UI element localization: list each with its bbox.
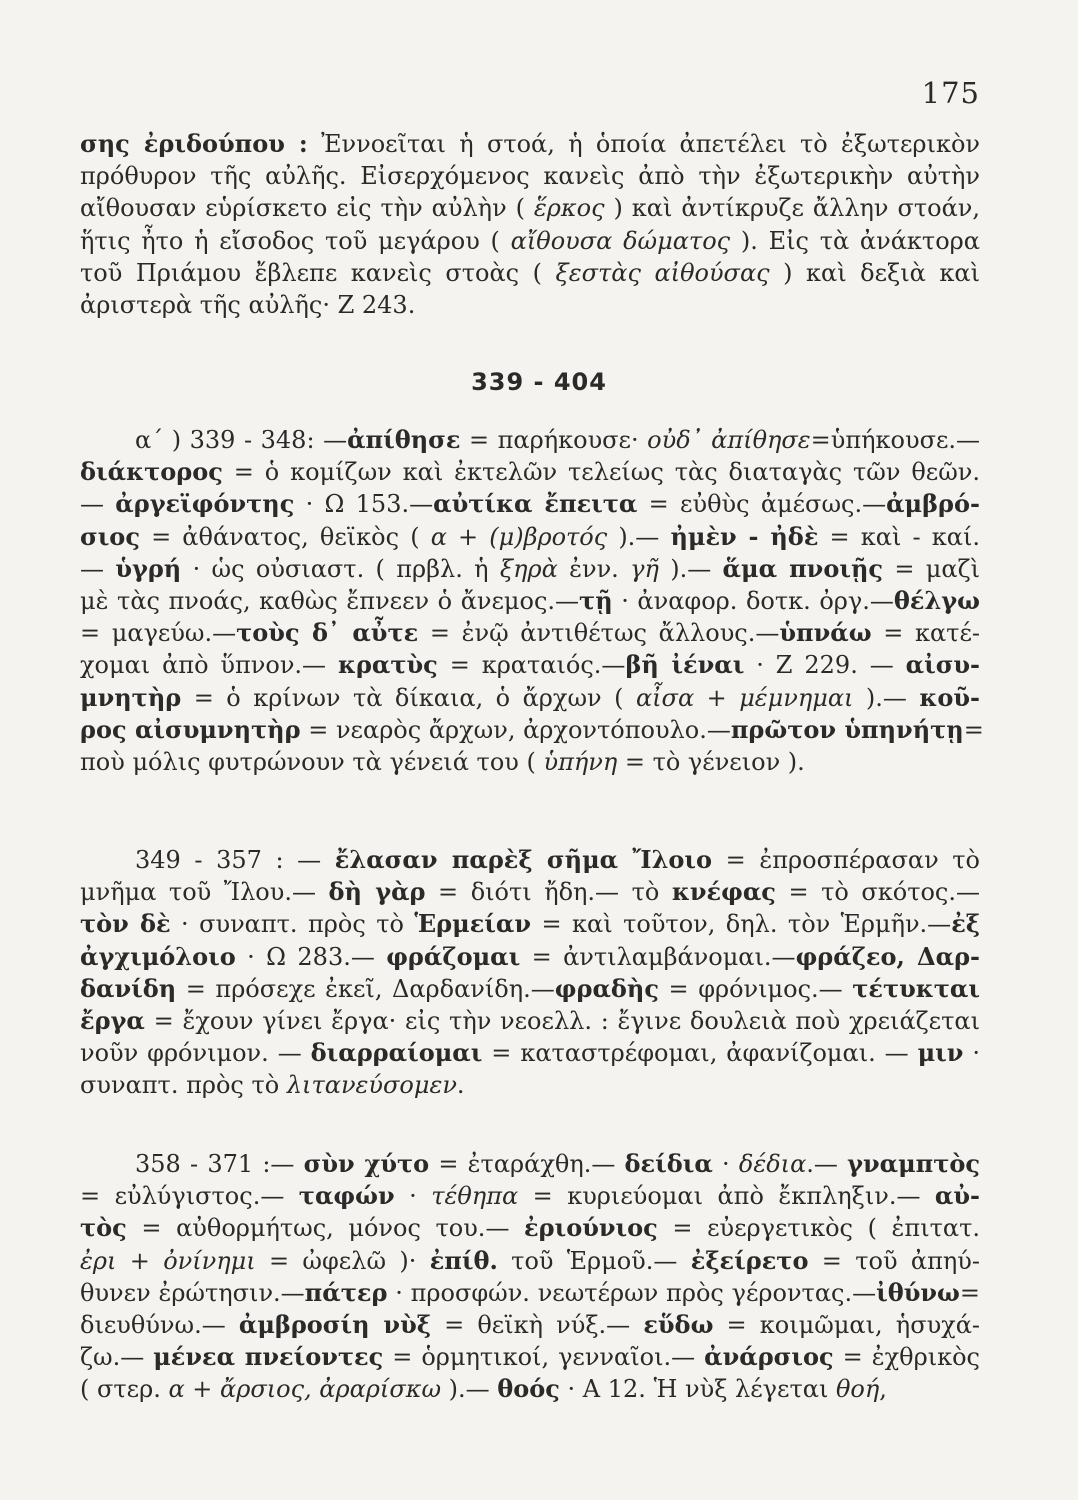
lemma-term: κοῦ- — [919, 682, 980, 712]
lemma-term: διαρραίομαι — [310, 1038, 483, 1068]
italic-phrase: ξηρὰ — [499, 554, 558, 583]
lemma-term: θέλγω — [893, 585, 980, 615]
lemma-term: τῇ — [579, 585, 613, 615]
gloss-text: · — [712, 1150, 739, 1178]
gloss-text: · Ω 283.— — [235, 942, 387, 971]
gloss-text: = αὐθορμήτως, μόνος του.— — [126, 1214, 525, 1243]
gloss-text: = ἐχθρικὸς — [833, 1343, 980, 1372]
lemma-term: Ἑρμείαν — [414, 909, 532, 939]
gloss-text: · — [963, 1039, 981, 1068]
text-line — [80, 424, 980, 456]
lemma-term: φραδὴς — [554, 973, 659, 1003]
lemma-term: ἐριούνιος — [524, 1213, 658, 1243]
lemma-term: κνέφας — [671, 877, 776, 907]
text-line — [80, 617, 980, 649]
lemma-term: μνητὴρ — [80, 682, 182, 712]
gloss-text: θυνεν ἐρώτησιν.— — [80, 1278, 305, 1307]
gloss-text: = ἔχουν γίνει ἔργα· εἰς τὴν νεοελλ. : ἔγινε δουλειὰ ποὺ χρειάζεται — [144, 1006, 980, 1035]
lemma-term: σιος — [80, 521, 140, 551]
text-line — [80, 1245, 980, 1277]
italic-phrase: ξεστὰς αἰθούσας — [555, 258, 770, 287]
gloss-text: · Ω 153.— — [294, 490, 434, 519]
lemma-term: ἀργεϊφόντης — [115, 489, 295, 519]
text-line — [80, 192, 980, 224]
lemma-term: αὐτίκα ἔπειτα — [433, 489, 638, 519]
text-line — [80, 257, 980, 289]
gloss-text: = καὶ - καί. — [818, 522, 981, 551]
gloss-text: , — [879, 1375, 887, 1404]
italic-phrase: α + (μ)βροτός — [430, 522, 608, 551]
gloss-text: . — [456, 1071, 465, 1100]
italic-phrase: ἐρι + ὀνίνημι — [80, 1246, 256, 1275]
gloss-text: ποὺ μόλις φυτρώνουν τὰ γένειά του ( — [80, 747, 544, 776]
italic-phrase: οὐδ᾽ ἀπίθησε — [647, 426, 811, 454]
lemma-term: τέτυκται — [852, 973, 980, 1003]
lemma-term: πάτερ — [304, 1277, 388, 1307]
gloss-text: — — [80, 554, 116, 583]
italic-phrase: θοή — [835, 1375, 880, 1404]
italic-phrase: ἕρκος — [533, 194, 605, 223]
lemma-term: ἠμὲν - ἠδὲ — [670, 521, 819, 551]
gloss-text: · συναπτ. πρὸς τὸ — [170, 910, 415, 939]
text-line — [80, 456, 980, 488]
lemma-term: εὕδω — [643, 1309, 714, 1339]
gloss-text: ). Εἰς τὰ ἀνάκτορα — [730, 226, 980, 255]
gloss-text: = ὁρμητικοί, γενναῖοι.— — [383, 1343, 705, 1372]
lemma-term: δὴ γὰρ — [328, 877, 426, 907]
text-line — [80, 714, 984, 746]
lemma-term: ἀμβρό- — [886, 489, 980, 519]
lemma-term: τοὺς δ᾽ αὖτε — [236, 618, 419, 648]
paragraph-349-357 — [80, 844, 980, 1102]
italic-phrase: δέδια — [738, 1150, 807, 1178]
gloss-text: = εὐλύγιστος.— — [80, 1182, 299, 1211]
italic-phrase: ὑπήνη — [543, 747, 618, 776]
text-line — [80, 128, 980, 160]
text-line — [80, 876, 980, 908]
text-line — [80, 973, 980, 1005]
text-line — [80, 941, 980, 973]
gloss-text: · Ζ 229. — — [744, 651, 906, 680]
gloss-text: συναπτ. πρὸς τὸ — [80, 1071, 287, 1100]
lemma-term: ἀγχιμόλοιο — [80, 941, 236, 971]
text-line — [80, 1341, 980, 1373]
gloss-text: νοῦν φρόνιμον. — — [80, 1039, 311, 1068]
italic-phrase: λιτανεύσομεν — [286, 1071, 457, 1100]
gloss-text: πρόθυρον τῆς αὐλῆς. Εἰσερχόμενος κανεὶς ἀπὸ τὴν ἐξωτερικὴν αὐτὴν — [80, 162, 980, 191]
gloss-text: · ὡς οὐσιαστ. ( πρβλ. ἡ — [181, 554, 500, 583]
gloss-text: = διότι ἤδη.— τὸ — [425, 878, 672, 907]
gloss-text: = κοιμῶμαι, ἡσυχά- — [713, 1310, 981, 1339]
gloss-text: = θεϊκὴ νύξ.— — [430, 1310, 644, 1339]
lemma-term: φράζομαι — [386, 941, 521, 971]
gloss-text: = ἀντιλαμβάνομαι.— — [520, 942, 796, 971]
lemma-term: φράζεο, Δαρ- — [795, 941, 980, 971]
italic-phrase: γῆ — [630, 554, 659, 583]
gloss-text: ζω.— — [80, 1343, 154, 1372]
lemma-term: ἀμβροσίη νὺξ — [238, 1309, 431, 1339]
gloss-text: = πρόσεχε ἐκεῖ, Δαρδανίδη.— — [176, 974, 555, 1003]
paragraph-358-371 — [80, 1148, 980, 1406]
gloss-text: 349 - 357 : — — [135, 846, 335, 874]
text-line — [80, 746, 980, 778]
lemma-term: θοός — [497, 1374, 560, 1404]
lemma-term: βῆ ἰέναι — [625, 650, 745, 680]
gloss-text: = ὠφελῶ )· — [255, 1246, 430, 1275]
lemma-term: δείδια — [624, 1149, 713, 1178]
gloss-text: ).— — [607, 522, 671, 551]
gloss-text: = καταστρέφομαι, ἀφανίζομαι. — — [482, 1039, 918, 1068]
text-line — [80, 844, 980, 876]
text-line — [80, 1037, 980, 1069]
lemma-term: τὸς — [80, 1213, 127, 1243]
gloss-text: χομαι ἀπὸ ὕπνον.— — [80, 651, 338, 680]
gloss-text: · Α 12. Ἡ νὺξ λέγεται — [559, 1375, 836, 1404]
gloss-text: = τὸ σκότος.— — [775, 878, 980, 907]
lemma-term: τὸν δὲ — [80, 909, 171, 939]
lemma-term: ἀπίθησε — [347, 425, 461, 454]
lemma-term: ἔργα — [80, 1005, 145, 1035]
gloss-text: 358 - 371 :— — [135, 1150, 304, 1178]
gloss-text: = μαζὶ — [883, 554, 981, 583]
text-line — [80, 649, 980, 681]
gloss-text: ἀριστερὰ τῆς αὐλῆς· Ζ 243. — [80, 290, 416, 319]
gloss-text: Ἐννοεῖται ἡ στοά, ἡ ὁποία ἀπετέλει τὸ ἐξωτερικὸν — [307, 130, 980, 158]
gloss-text: = ἐταράχθη.— — [429, 1150, 625, 1178]
lemma-term: μένεα πνείοντες — [153, 1342, 384, 1372]
gloss-text: = κατέ- — [871, 619, 981, 648]
gloss-text: = ἐπροσπέρασαν τὸ — [712, 846, 980, 874]
gloss-text: = ὁ κρίνων τὰ δίκαια, ὁ ἄρχων ( — [181, 683, 636, 712]
gloss-text: = φρόνιμος.— — [658, 974, 853, 1003]
text-line — [80, 488, 980, 520]
lemma-term: δανίδη — [80, 973, 177, 1003]
text-line — [80, 1180, 980, 1212]
gloss-text: .— — [806, 1150, 848, 1178]
gloss-text: ) καὶ δεξιὰ καὶ — [769, 258, 980, 287]
italic-phrase: α + ἄρσιος, ἀραρίσκω — [168, 1375, 442, 1404]
text-line — [80, 1277, 980, 1309]
gloss-text: — — [80, 490, 116, 519]
gloss-text: μὲ τὰς πνοάς, καθὼς ἔπνεεν ὁ ἄνεμος.— — [80, 586, 580, 615]
text-line — [80, 1373, 980, 1405]
lemma-term: διάκτορος — [80, 457, 223, 487]
page-number: 175 — [921, 76, 980, 110]
text-line — [80, 1212, 980, 1244]
gloss-text: = τὸ γένειον ). — [617, 747, 805, 776]
gloss-text: τοῦ Ἑρμοῦ.— — [497, 1246, 691, 1275]
gloss-text: ἐνν. — [557, 554, 631, 583]
lemma-term: μιν — [917, 1038, 964, 1068]
text-line — [80, 682, 980, 714]
gloss-text: · — [394, 1182, 432, 1211]
gloss-text: = ἐνῷ ἀντιθέτως ἄλλους.— — [418, 619, 780, 648]
lemma-term: σὺν χύτο — [303, 1149, 430, 1178]
gloss-text: ἥτις ἦτο ἡ εἴσοδος τοῦ μεγάρου ( — [80, 226, 511, 255]
lemma-term: ἔλασαν παρὲξ σῆμα Ἴλοιο — [334, 845, 713, 874]
text-line — [80, 160, 980, 192]
lemma-term: αὐ- — [934, 1181, 981, 1211]
gloss-text: διευθύνω.— — [80, 1310, 239, 1339]
lemma-term: ἅμα πνοιῇς — [722, 553, 884, 583]
gloss-text: = παρήκουσε· — [460, 426, 648, 454]
gloss-text: = ὁ κομίζων καὶ ἐκτελῶν τελείως τὰς διαταγὰς τῶν θεῶν. — [222, 458, 980, 487]
gloss-text: = εὐεργετικὸς ( ἐπιτατ. — [657, 1214, 980, 1243]
gloss-text: τοῦ Πριάμου ἔβλεπε κανεὶς στοὰς ( — [80, 258, 556, 287]
lemma-term: ἐξ — [951, 909, 980, 939]
gloss-text: = κυριεύομαι ἀπὸ ἔκπληξιν.— — [518, 1182, 935, 1211]
gloss-text: · ἀναφορ. δοτκ. ὀργ.— — [612, 586, 894, 615]
gloss-text: · προσφών. νεωτέρων πρὸς γέροντας.— — [387, 1278, 877, 1307]
lemma-term: αἰσυ- — [905, 650, 980, 680]
text-line — [80, 289, 980, 321]
lemma-term: ἰθύνω — [876, 1277, 960, 1307]
paragraph-339-348 — [80, 424, 984, 778]
paragraph-commentary-intro — [80, 128, 980, 321]
section-heading: 339 - 404 — [471, 368, 607, 396]
text-line — [80, 585, 980, 617]
italic-phrase: αἴθουσα δώματος — [510, 226, 731, 255]
lemma-term: ἐξείρετο — [690, 1245, 809, 1275]
gloss-text: = νεαρὸς ἄρχων, ἀρχοντόπουλο.— — [300, 715, 731, 744]
lemma-term: ταφών — [298, 1181, 395, 1211]
lemma-term: ὑγρή — [115, 553, 182, 583]
gloss-text: ).— — [441, 1375, 498, 1404]
gloss-text: μνῆμα τοῦ Ἴλου.— — [80, 878, 329, 907]
lemma-term: ὑπνάω — [779, 618, 872, 648]
gloss-text: = — [963, 715, 984, 744]
gloss-text: = κραταιός.— — [437, 651, 626, 680]
gloss-text: ) καὶ ἀντίκρυζε ἄλλην στοάν, — [604, 194, 981, 223]
gloss-text: = τοῦ ἀπηύ- — [808, 1246, 980, 1275]
gloss-text: = εὐθὺς ἀμέσως.— — [637, 490, 887, 519]
lemma-term: ἀνάρσιος — [704, 1342, 834, 1372]
text-line — [80, 1309, 980, 1341]
text-line — [80, 1005, 980, 1037]
text-line — [80, 1148, 980, 1180]
gloss-text: ( στερ. — [80, 1375, 169, 1404]
text-line — [80, 1069, 980, 1101]
gloss-text: = καὶ τοῦτον, δηλ. τὸν Ἑρμῆν.— — [531, 910, 952, 939]
lemma-term: ἐπίθ. — [429, 1245, 498, 1275]
lemma-term: σης ἐριδούπου : — [80, 129, 308, 158]
lemma-term: κρατὺς — [337, 650, 438, 680]
gloss-text: ).— — [658, 554, 723, 583]
gloss-text: αἴθουσαν εὑρίσκετο εἰς τὴν αὐλὴν ( — [80, 194, 534, 223]
gloss-text: α΄ ) 339 - 348: — — [135, 426, 348, 454]
gloss-text: = — [959, 1278, 980, 1307]
italic-phrase: αἶσα + μέμνημαι — [635, 683, 854, 712]
gloss-text: ).— — [853, 683, 920, 712]
lemma-term: γναμπτὸς — [847, 1149, 981, 1178]
text-line — [80, 225, 980, 257]
gloss-text: = μαγεύω.— — [80, 619, 237, 648]
text-line — [80, 521, 980, 553]
italic-phrase: τέθηπα — [431, 1182, 519, 1211]
text-line — [80, 908, 980, 940]
gloss-text: = ἀθάνατος, θεϊκὸς ( — [139, 522, 431, 551]
lemma-term: πρῶτον ὑπηνήτῃ — [730, 714, 964, 744]
lemma-term: ρος αἰσυμνητὴρ — [80, 714, 301, 744]
gloss-text: =ὑπήκουσε.— — [810, 426, 981, 454]
text-line — [80, 553, 980, 585]
